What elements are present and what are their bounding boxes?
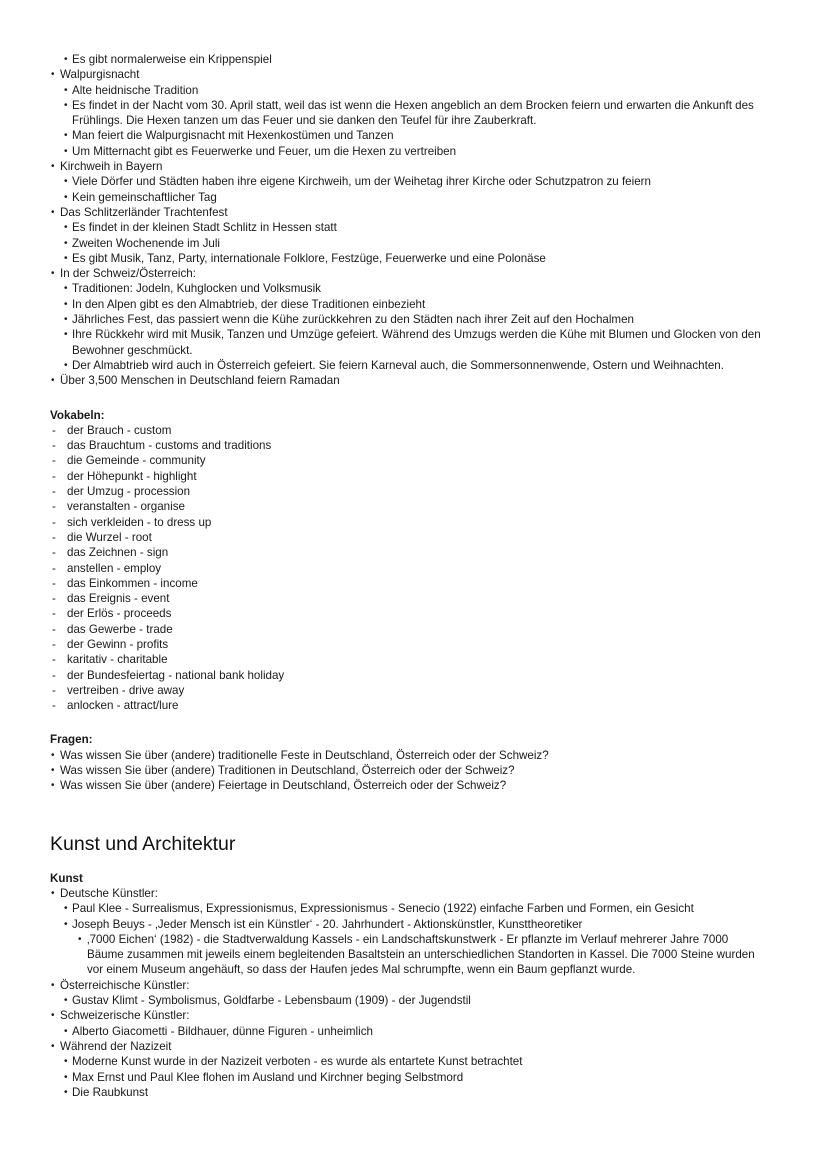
kunst-bullet-subitem: • Alberto Giacometti - Bildhauer, dünne Figuren - unheimlich: [0, 1024, 762, 1039]
feste-bullet-subitem: • Ihre Rückkehr wird mit Musik, Tanzen und Umzüge gefeiert. Während des Umzugs werden die Kühe mit Blumen und Glocken von den Bewohner geschmückt.: [0, 327, 762, 358]
vokabel-item: - der Brauch - custom: [0, 423, 828, 438]
kunst-bullet-subitem: • Max Ernst und Paul Klee flohen im Ausland und Kirchner beging Selbstmord: [0, 1070, 762, 1085]
vokabel-item: - anstellen - employ: [0, 561, 828, 576]
feste-bullet-subitem: • Zweiten Wochenende im Juli: [0, 236, 762, 251]
fragen-heading: Fragen:: [50, 733, 93, 747]
vokabel-item: - das Brauchtum - customs and traditions: [0, 438, 828, 453]
fragen-question-item: • Was wissen Sie über (andere) Traditionen in Deutschland, Österreich oder der Schweiz?: [0, 763, 828, 778]
vokabeln-heading: Vokabeln:: [50, 408, 105, 422]
kunst-bullet-item: • Österreichische Künstler:: [0, 978, 828, 993]
vokabel-item: - das Zeichnen - sign: [0, 545, 828, 560]
vokabel-item: - veranstalten - organise: [0, 499, 828, 514]
feste-bullet-item: • Walpurgisnacht: [0, 67, 828, 82]
kunst-bullet-subitem: • Die Raubkunst: [0, 1085, 762, 1100]
vokabel-item: - das Ereignis - event: [0, 591, 828, 606]
feste-bullet-item: • In der Schweiz/Österreich:: [0, 266, 828, 281]
feste-bullet-item: • Über 3,500 Menschen in Deutschland feiern Ramadan: [0, 373, 828, 388]
kunst-bullet-item: • Während der Nazizeit: [0, 1039, 828, 1054]
kunst-bullet-subitem: • Joseph Beuys - ‚Jeder Mensch ist ein Künstler‘ - 20. Jahrhundert - Aktionskünstler, Kunsttheoretiker: [0, 917, 762, 932]
feste-bullet-subitem: • Es findet in der kleinen Stadt Schlitz in Hessen statt: [0, 220, 762, 235]
feste-bullet-subitem: • In den Alpen gibt es den Almabtrieb, der diese Traditionen einbezieht: [0, 297, 762, 312]
feste-bullet-list: [0, 52, 828, 389]
vokabel-item: - sich verkleiden - to dress up: [0, 515, 828, 530]
feste-bullet-subitem: • Es gibt normalerweise ein Krippenspiel: [0, 52, 762, 67]
vokabel-item: - der Umzug - procession: [0, 484, 828, 499]
feste-bullet-subitem: • Traditionen: Jodeln, Kuhglocken und Volksmusik: [0, 281, 762, 296]
vokabel-item: - die Gemeinde - community: [0, 453, 828, 468]
kunst-bullet-subitem: • Gustav Klimt - Symbolismus, Goldfarbe - Lebensbaum (1909) - der Jugendstil: [0, 993, 762, 1008]
vokabel-item: - karitativ - charitable: [0, 652, 828, 667]
vokabel-item: - der Erlös - proceeds: [0, 606, 828, 621]
vokabel-item: - vertreiben - drive away: [0, 683, 828, 698]
feste-bullet-subitem: • Man feiert die Walpurgisnacht mit Hexenkostümen und Tanzen: [0, 128, 762, 143]
kunst-bullet-item: • Deutsche Künstler:: [0, 886, 828, 901]
vokabel-item: - der Höhepunkt - highlight: [0, 469, 828, 484]
document-page: [0, 52, 828, 1100]
feste-bullet-subitem: • Jährliches Fest, das passiert wenn die Kühe zurückkehren zu den Städten nach ihrer Zeit auf den Hochalmen: [0, 312, 762, 327]
kunst-bullet-subitem: • ‚7000 Eichen‘ (1982) - die Stadtverwaldung Kassels - ein Landschaftskunstwerk - Er pflanzte im Verlauf mehrerer Jahre 7000 Bäume zusammen mit jeweils einem begleitenden Basaltstein an unterschiedlichen Standorten in Kassel. Die 7000 Steine wurden vor einem Museum angehäuft, so dass der Haufen jedes Mal schrumpfte, wenn ein Baum gepflanzt wurde.: [0, 932, 767, 978]
feste-bullet-subitem: • Um Mitternacht gibt es Feuerwerke und Feuer, um die Hexen zu vertreiben: [0, 144, 762, 159]
feste-bullet-subitem: • Alte heidnische Tradition: [0, 83, 762, 98]
kunst-bullet-subitem: • Moderne Kunst wurde in der Nazizeit verboten - es wurde als entartete Kunst betrachtet: [0, 1054, 762, 1069]
fragen-question-item: • Was wissen Sie über (andere) Feiertage in Deutschland, Österreich oder der Schweiz?: [0, 778, 828, 793]
feste-bullet-item: • Kirchweih in Bayern: [0, 159, 828, 174]
feste-bullet-subitem: • Kein gemeinschaftlicher Tag: [0, 190, 762, 205]
vokabel-item: - das Einkommen - income: [0, 576, 828, 591]
fragen-question-item: • Was wissen Sie über (andere) traditionelle Feste in Deutschland, Österreich oder der Schweiz?: [0, 748, 828, 763]
feste-bullet-subitem: • Es gibt Musik, Tanz, Party, internationale Folklore, Festzüge, Feuerwerke und eine Polonäse: [0, 251, 762, 266]
kunst-subheading: Kunst: [50, 871, 83, 885]
fragen-list: [0, 748, 828, 794]
vokabel-item: - das Gewerbe - trade: [0, 622, 828, 637]
feste-bullet-subitem: • Es findet in der Nacht vom 30. April statt, weil das ist wenn die Hexen angeblich an dem Brocken feiern und erwarten die Ankunft des Frühlings. Die Hexen tanzen um das Feuer und sie danken den Teufel für ihre Zauberkraft.: [0, 98, 762, 129]
kunst-bullet-item: • Schweizerische Künstler:: [0, 1008, 828, 1023]
vokabel-item: - der Gewinn - profits: [0, 637, 828, 652]
feste-bullet-item: • Das Schlitzerländer Trachtenfest: [0, 205, 828, 220]
vokabel-item: - anlocken - attract/lure: [0, 698, 828, 713]
vokabel-item: - die Wurzel - root: [0, 530, 828, 545]
feste-bullet-subitem: • Viele Dörfer und Städten haben ihre eigene Kirchweih, um der Weihetag ihrer Kirche oder Schutzpatron zu feiern: [0, 174, 762, 189]
kunst-bullet-subitem: • Paul Klee - Surrealismus, Expressionismus, Expressionismus - Senecio (1922) einfache Farben und Formen, ein Gesicht: [0, 901, 762, 916]
kunst-bullet-list: [0, 886, 828, 1100]
vokabeln-list: [0, 423, 828, 714]
section-title: Kunst und Architektur: [50, 832, 236, 855]
feste-bullet-subitem: • Der Almabtrieb wird auch in Österreich gefeiert. Sie feiern Karneval auch, die Sommersonnenwende, Ostern und Weihnachten.: [0, 358, 762, 373]
vokabel-item: - der Bundesfeiertag - national bank holiday: [0, 668, 828, 683]
